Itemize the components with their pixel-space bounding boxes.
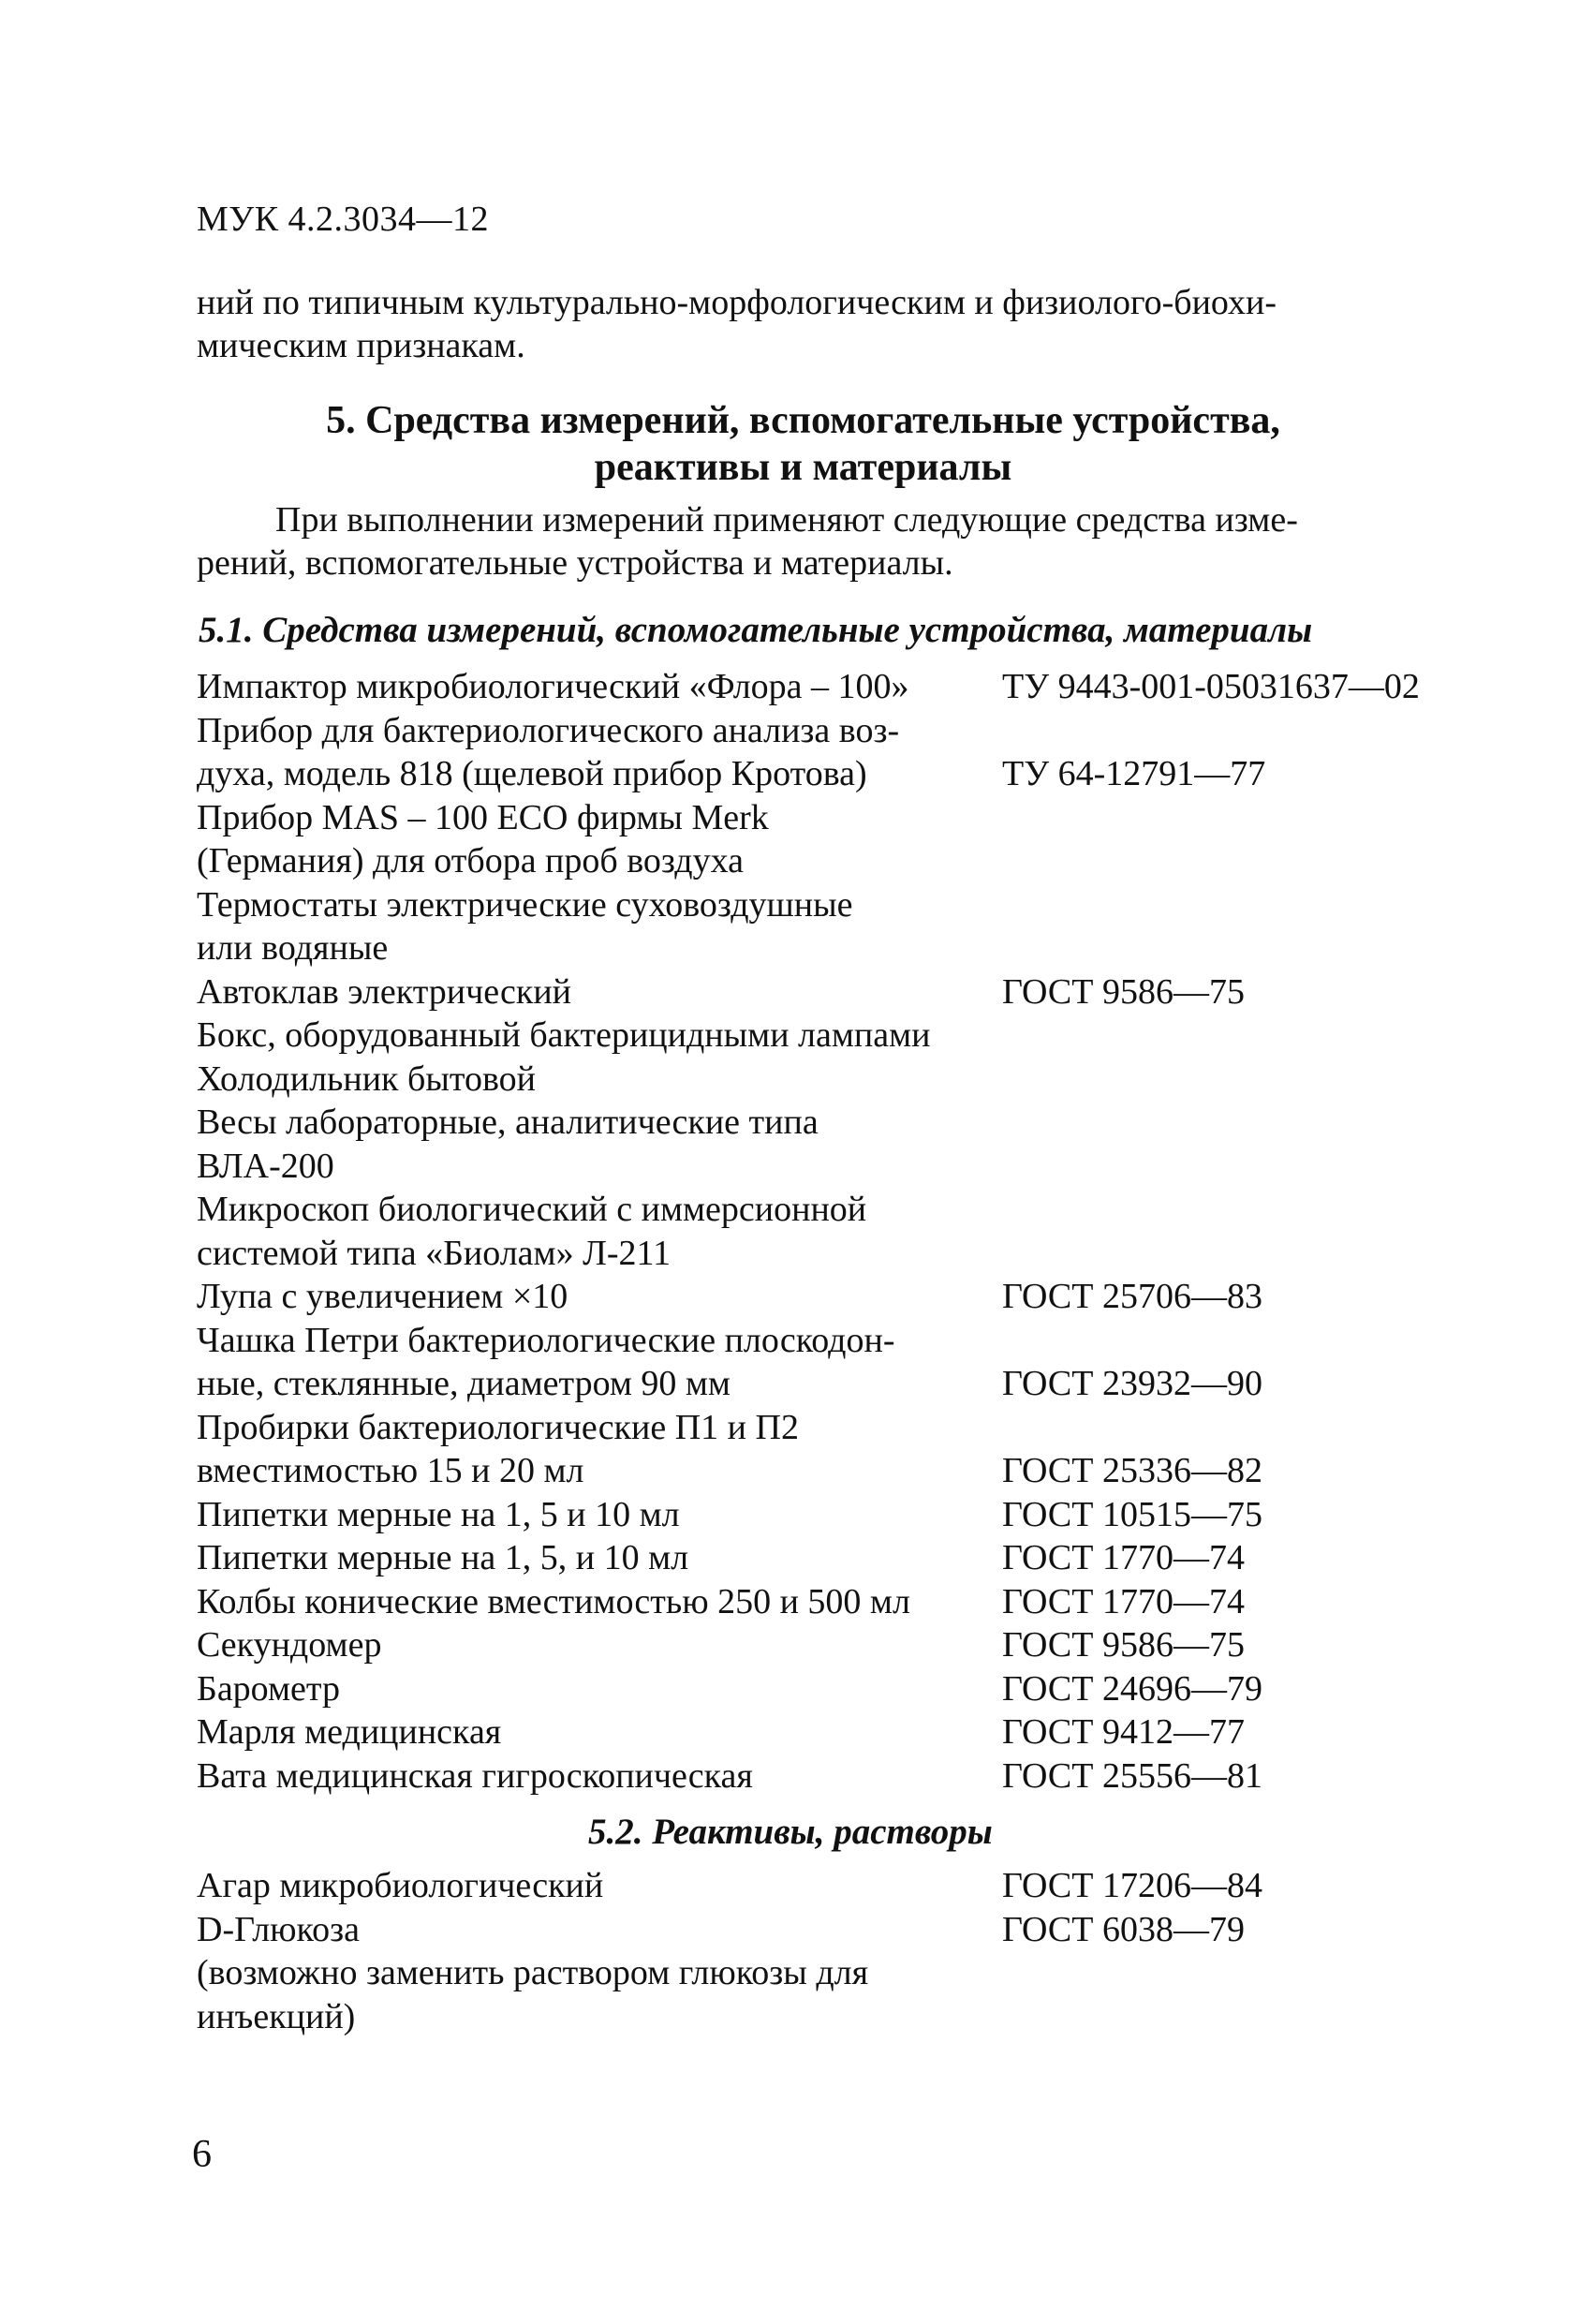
list-row	[197, 883, 1433, 927]
item-name: Пробирки бактериологические П1 и П2	[197, 1407, 799, 1447]
section-5-1-title: 5.1. Средства измерений, вспомогательные устройства, материалы	[199, 610, 1313, 650]
list-row	[197, 1710, 1433, 1754]
item-name: Агар микробиологический	[197, 1866, 604, 1905]
item-name: или водяные	[197, 928, 389, 968]
item-standard: ГОСТ 9586—75	[1002, 971, 1245, 1012]
item-name: Термостаты электрические суховоздушные	[197, 884, 853, 925]
list-row	[197, 1406, 1433, 1450]
item-standard: ГОСТ 9412—77	[1002, 1712, 1245, 1752]
list-row	[197, 1275, 1433, 1319]
list-row	[197, 1667, 1433, 1711]
item-name: Чашка Петри бактериологические плоскодон-	[197, 1320, 895, 1360]
item-standard: ГОСТ 24696—79	[1002, 1668, 1262, 1709]
item-standard: ГОСТ 23932—90	[1002, 1364, 1262, 1403]
item-name: (возможно заменить раствором глюкозы для	[197, 1953, 869, 1992]
section-5-para-line-1: При выполнении измерений применяют следующие средства изме-	[275, 500, 1298, 540]
item-name: (Германия) для отбора проб воздуха	[197, 841, 744, 881]
item-name: Автоклав электрический	[197, 971, 572, 1012]
item-standard: ГОСТ 17206—84	[1002, 1866, 1262, 1905]
list-row	[197, 665, 1433, 709]
item-name: Прибор для бактериологического анализа воз-	[197, 710, 900, 750]
item-name: духа, модель 818 (щелевой прибор Кротова)	[197, 754, 867, 793]
list-row	[197, 1864, 1433, 1908]
item-name: Секундомер	[197, 1625, 382, 1665]
item-standard: ГОСТ 10515—75	[1002, 1494, 1262, 1534]
item-name: вместимостью 15 и 20 мл	[197, 1451, 584, 1490]
item-name: Барометр	[197, 1668, 340, 1709]
list-row	[197, 1101, 1433, 1145]
intro-line-1: ний по типичным культурально-морфологическим и физиолого-биохи-	[197, 283, 1277, 322]
list-row	[197, 1449, 1433, 1493]
list-row	[197, 1145, 1433, 1189]
item-standard: ТУ 9443-001-05031637—02	[1002, 667, 1420, 706]
equipment-list	[197, 665, 1433, 1798]
item-name: Пипетки мерные на 1, 5 и 10 мл	[197, 1494, 680, 1534]
list-row	[197, 1058, 1433, 1102]
section-5-title-line-2: реактивы и материалы	[594, 446, 1012, 489]
list-row	[197, 1951, 1433, 1995]
list-row	[197, 1362, 1433, 1406]
item-standard: ГОСТ 1770—74	[1002, 1581, 1245, 1621]
item-name: системой типа «Биолам» Л-211	[197, 1233, 672, 1273]
page-number: 6	[192, 2133, 212, 2176]
list-row	[197, 1908, 1433, 1952]
item-name: Бокс, оборудованный бактерицидными лампами	[197, 1015, 931, 1055]
list-row	[197, 839, 1433, 883]
list-row	[197, 1995, 1433, 2039]
list-row	[197, 709, 1433, 753]
intro-paragraph	[197, 281, 1410, 367]
intro-line-2: мическим признакам.	[197, 326, 525, 365]
item-standard: ГОСТ 6038—79	[1002, 1909, 1245, 1949]
list-row	[197, 1754, 1433, 1799]
list-row	[197, 926, 1433, 970]
section-5-title-line-1: 5. Средства измерений, вспомогательные устройства,	[326, 399, 1280, 442]
list-row	[197, 1232, 1433, 1276]
item-standard: ГОСТ 25336—82	[1002, 1451, 1262, 1490]
item-name: D-Глюкоза	[197, 1909, 360, 1949]
item-name: Прибор MAS – 100 ECO фирмы Merk	[197, 797, 769, 837]
item-standard: ГОСТ 9586—75	[1002, 1625, 1245, 1665]
section-5-paragraph	[197, 498, 1410, 585]
list-row	[197, 1580, 1433, 1624]
list-row	[197, 1188, 1433, 1232]
item-name: Лупа с увеличением ×10	[197, 1277, 568, 1316]
item-standard: ГОСТ 25706—83	[1002, 1277, 1262, 1316]
item-standard: ГОСТ 1770—74	[1002, 1538, 1245, 1577]
item-name: Микроскоп биологический с иммерсионной	[197, 1190, 867, 1229]
item-name: Весы лабораторные, аналитические типа	[197, 1103, 819, 1142]
item-standard: ТУ 64-12791—77	[1002, 754, 1266, 793]
item-name: Марля медицинская	[197, 1712, 502, 1752]
item-name: ные, стеклянные, диаметром 90 мм	[197, 1364, 731, 1403]
list-row	[197, 796, 1433, 840]
item-standard: ГОСТ 25556—81	[1002, 1755, 1262, 1796]
section-5-para-line-2: рений, вспомогательные устройства и материалы.	[197, 543, 953, 583]
section-5-2-title: 5.2. Реактивы, растворы	[588, 1812, 993, 1852]
item-name: Импактор микробиологический «Флора – 100»	[197, 667, 909, 706]
list-row	[197, 1493, 1433, 1537]
section-5-title	[197, 397, 1410, 491]
list-row	[197, 1319, 1433, 1363]
item-name: Колбы конические вместимостью 250 и 500 мл	[197, 1581, 910, 1621]
item-name: Пипетки мерные на 1, 5, и 10 мл	[197, 1538, 689, 1577]
list-row	[197, 1536, 1433, 1580]
list-row	[197, 1014, 1433, 1058]
item-name: инъекций)	[197, 1996, 356, 2036]
item-name: ВЛА-200	[197, 1146, 334, 1186]
item-name: Холодильник бытовой	[197, 1058, 537, 1099]
list-row	[197, 1623, 1433, 1667]
list-row	[197, 752, 1433, 796]
document-code-header: МУК 4.2.3034—12	[197, 200, 490, 239]
item-name: Вата медицинская гигроскопическая	[197, 1755, 753, 1796]
reagents-list	[197, 1864, 1433, 2038]
list-row	[197, 970, 1433, 1014]
